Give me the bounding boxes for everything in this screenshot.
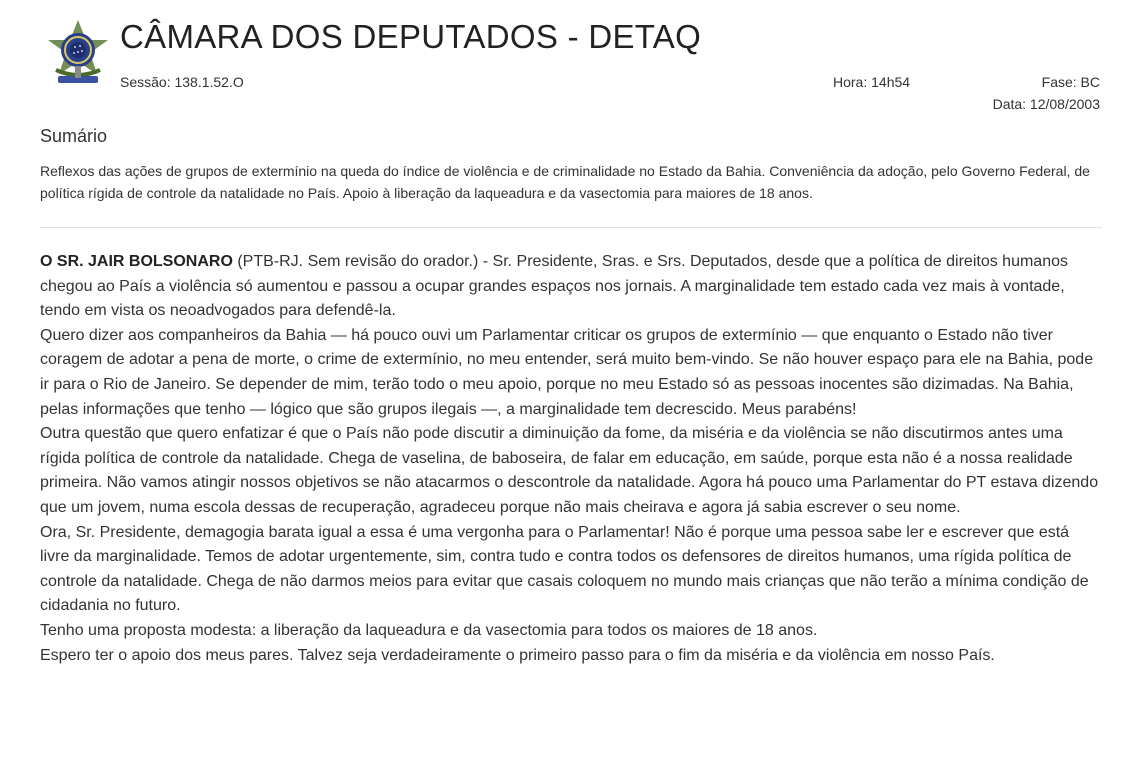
session-time: Hora: 14h54 <box>833 74 911 90</box>
summary-heading: Sumário <box>40 126 108 146</box>
session-date: Data: 12/08/2003 <box>992 96 1100 112</box>
speech-paragraph: Ora, Sr. Presidente, demagogia barata igual a essa é uma vergonha para o Parlamentar! Não é porque uma pessoa sabe ler e escrever que está livre da marginalidade. Temos de adotar urgentemente, sim, contra tudo e contra todos os defensores de direitos humanos, uma rígida política de controle da natalidade. Chega de não darmos meios para evitar que casais coloquem no mundo mais crianças que não terão a mínima condição de cidadania no futuro. <box>40 523 1089 615</box>
speech-paragraph: Quero dizer aos companheiros da Bahia — há pouco ouvi um Parlamentar criticar os grupos de extermínio — que enquanto o Estado não tiver coragem de adotar a pena de morte, o crime de extermínio, no meu entender, será muito bem-vindo. Se não houver espaço para ele na Bahia, pode ir para o Rio de Janeiro. Se depender de mim, terão todo o meu apoio, porque no meu Estado só as pessoas inocentes são dizimadas. Na Bahia, pelas informações que tenho — lógico que são grupos ilegais —, a marginalidade tem decrescido. Meus parabéns! <box>40 326 1094 418</box>
divider <box>40 227 1102 228</box>
speech-intro-text: (PTB-RJ. Sem revisão do orador.) - Sr. Presidente, Sras. e Srs. Deputados, desde que a política de direitos humanos chegou ao País a violência só aumentou e passou a ocupar grandes espaços nos jornais. A marginalidade tem estado cada vez mais à vontade, tendo em vista os neoadvogados para defendê-la. <box>40 253 1068 320</box>
speech-paragraph: Espero ter o apoio dos meus pares. Talvez seja verdadeiramente o primeiro passo para o fim da miséria e da violência em nosso País. <box>40 646 995 664</box>
speech-body <box>40 250 1100 668</box>
session-phase: Fase: BC <box>1041 74 1100 90</box>
summary-text: Reflexos das ações de grupos de extermínio na queda do índice de violência e de criminalidade no Estado da Bahia. Conveniência da adoção, pelo Governo Federal, de política rígida de controle da natalidade no País. Apoio à liberação da laqueadura e da vasectomia para maiores de 18 anos. <box>40 163 1090 201</box>
speech-paragraph: Tenho uma proposta modesta: a liberação da laqueadura e da vasectomia para todos os maiores de 18 anos. <box>40 621 818 639</box>
speech-paragraph: Outra questão que quero enfatizar é que o País não pode discutir a diminuição da fome, da miséria e da violência se não discutirmos antes uma rígida política de controle da natalidade. Chega de vaselina, de baboseira, de falar em educação, em saúde, porque esta não é a nossa realidade primeira. Não vamos atingir nossos objetivos se não atacarmos o descontrole da natalidade. Agora há pouco uma Parlamentar do PT estava dizendo que um jovem, numa escola dessas de recuperação, agradeceu porque não mais cheirava e agora já sabia escrever o seu nome. <box>40 425 1099 516</box>
session-number: Sessão: 138.1.52.O <box>120 74 244 90</box>
speaker-name: O SR. JAIR BOLSONARO <box>40 253 233 270</box>
brazil-coat-of-arms-icon <box>42 18 114 90</box>
speech-paragraph-intro <box>40 250 1100 324</box>
page-title: CÂMARA DOS DEPUTADOS - DETAQ <box>120 18 702 55</box>
